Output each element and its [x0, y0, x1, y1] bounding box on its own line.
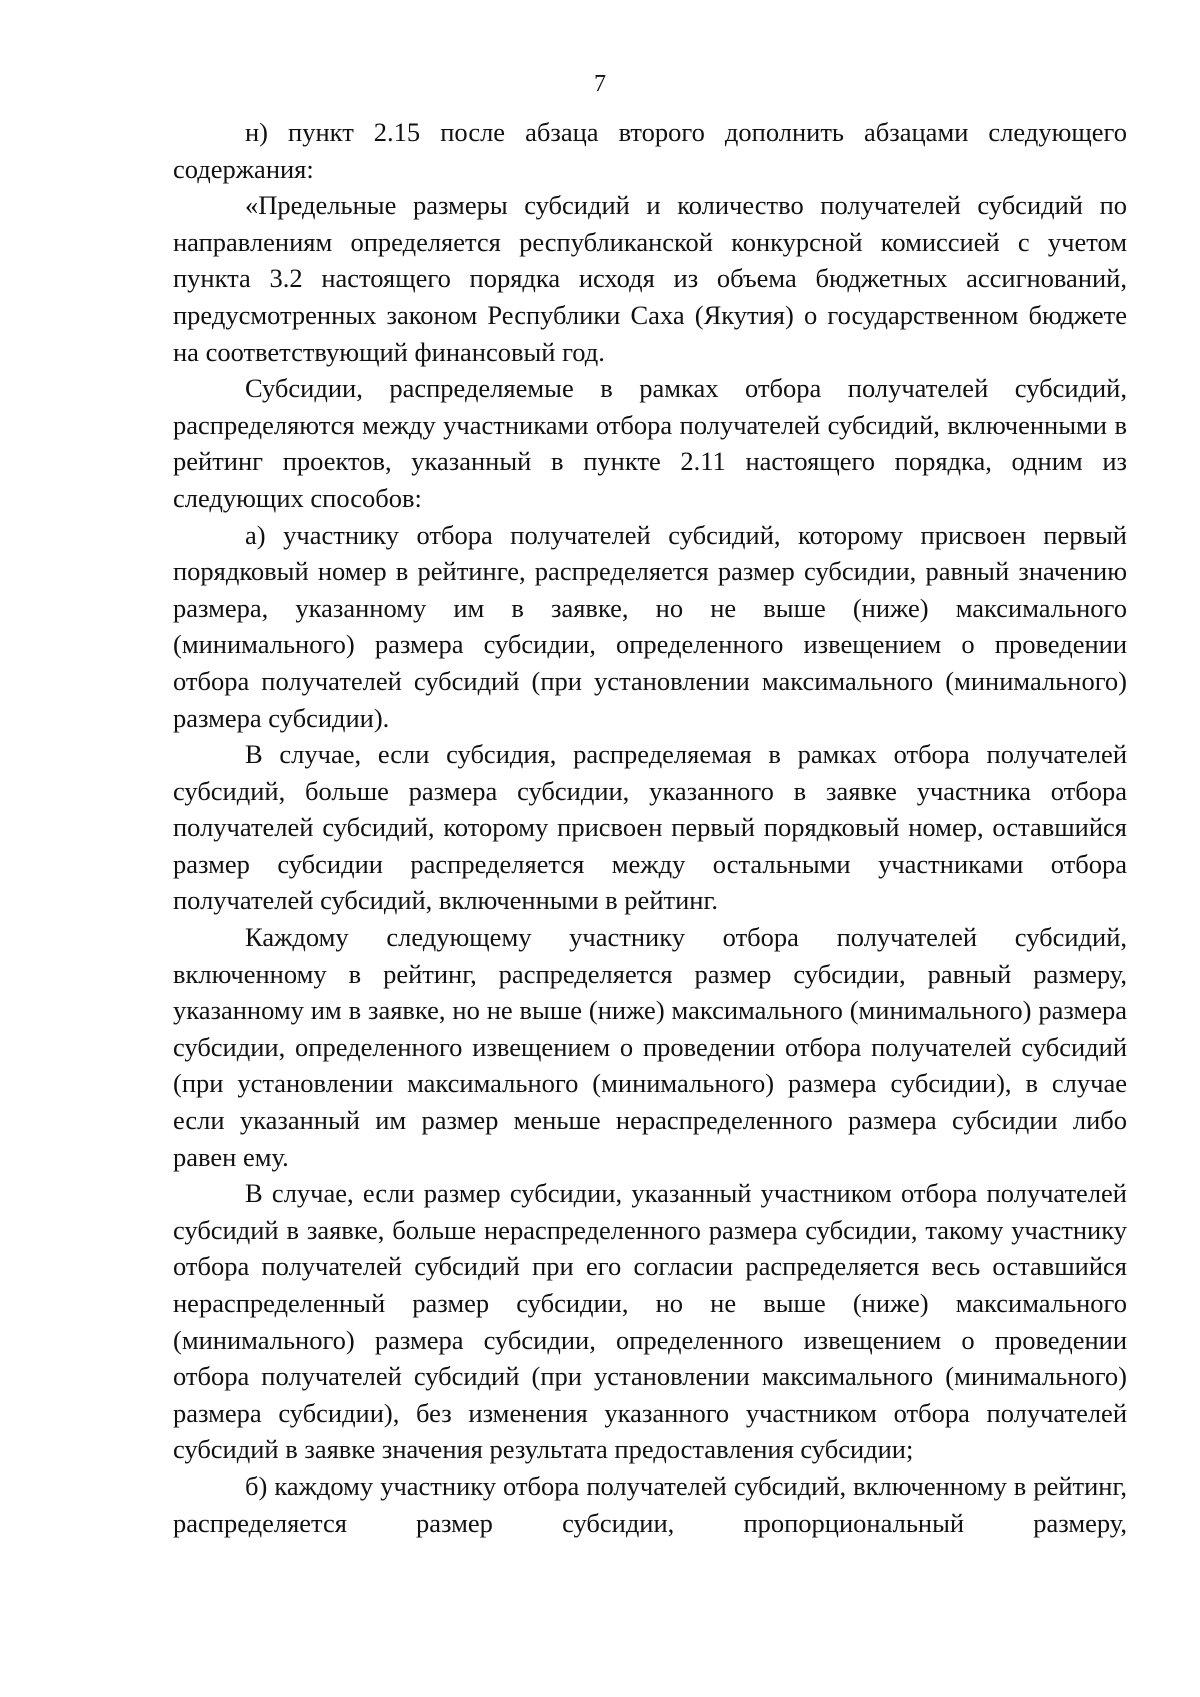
paragraph-subsidy-limits: «Предельные размеры субсидий и количество получателей субсидий по направлениям определяется республиканской конкурсной комиссией с учетом пункта 3.2 настоящего порядка исходя из объема бюджетных ассигнований, предусмотренных законом Республики Саха (Якутия) о государственном бюджете на соответствующий финансовый год. [173, 190, 1127, 367]
paragraph-exceeding-request: В случае, если размер субсидии, указанный участником отбора получателей субсидий в заявке, больше нераспределенного размера субсидии, такому участнику отбора получателей субсидий при его согласии распределяется весь оставшийся нераспределенный размер субсидии, но не выше (ниже) максимального (минимального) размера субсидии, определенного извещением о проведении отбора получателей субсидий (при установлении максимального (минимального) размера субсидии), без изменения указанного участником отбора получателей субсидий в заявке значения результата предоставления субсидии; [173, 1178, 1127, 1465]
paragraph-remaining-distribution: В случае, если субсидия, распределяемая в рамках отбора получателей субсидий, больше размера субсидии, указанного в заявке участника отбора получателей субсидий, которому присвоен первый порядковый номер, оставшийся размер субсидии распределяется между остальными участниками отбора получателей субсидий, включенными в рейтинг. [173, 739, 1127, 916]
paragraph-amendment-intro: н) пункт 2.15 после абзаца второго дополнить абзацами следующего содержания: [173, 117, 1127, 184]
document-body [173, 114, 1127, 1541]
page-number: 7 [594, 71, 606, 97]
paragraph-method-a: а) участнику отбора получателей субсидий, которому присвоен первый порядковый номер в рейтинге, распределяется размер субсидии, равный значению размера, указанному им в заявке, но не выше (ниже) максимального (минимального) размера субсидии, определенного извещением о проведении отбора получателей субсидий (при установлении максимального (минимального) размера субсидии). [173, 519, 1127, 733]
paragraph-distribution-methods: Субсидии, распределяемые в рамках отбора получателей субсидий, распределяются между участниками отбора получателей субсидий, включенными в рейтинг проектов, указанный в пункте 2.11 настоящего порядка, одним из следующих способов: [173, 373, 1127, 513]
paragraph-method-b: б) каждому участнику отбора получателей субсидий, включенному в рейтинг, распределяется размер субсидии, пропорциональный размеру, [173, 1470, 1127, 1538]
paragraph-next-participant: Каждому следующему участнику отбора получателей субсидий, включенному в рейтинг, распределяется размер субсидии, равный размеру, указанному им в заявке, но не выше (ниже) максимального (минимального) размера субсидии, определенного извещением о проведении отбора получателей субсидий (при установлении максимального (минимального) размера субсидии), в случае если указанный им размер меньше нераспределенного размера субсидии либо равен ему. [173, 922, 1127, 1172]
